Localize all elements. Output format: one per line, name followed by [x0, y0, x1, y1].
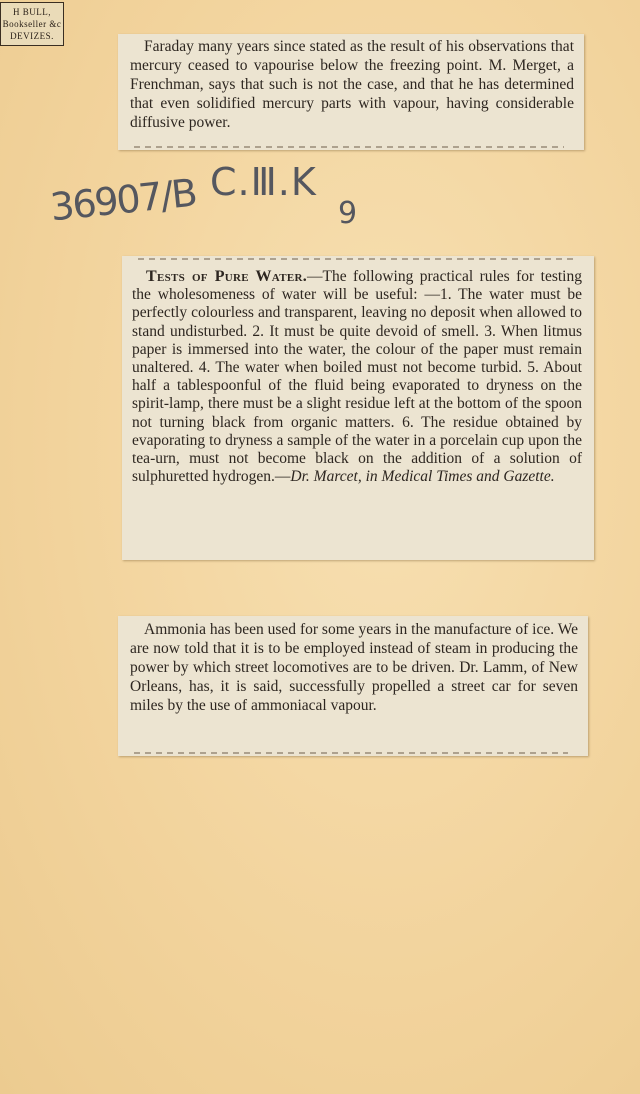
clipping-heading: Tests of Pure Water. — [146, 268, 308, 285]
clipping-mercury — [118, 34, 584, 150]
handwritten-item-number: 9 — [338, 196, 358, 231]
handwritten-number: 36907/B — [48, 170, 198, 230]
bookseller-trade: Bookseller &c — [2, 19, 62, 29]
clipping-pure-water-text: —The following practical rules for testing the wholesomeness of water will be useful: —1. The water must be perfectly colourless and transparent, leaving no deposit when allowed to stand undisturbed. 2. It must be quite devoid of smell. 3. When litmus paper is immersed into the water, the colour of the paper must remain unaltered. 4. The water when boiled must not become turbid. 5. About half a tablespoonful of the fluid being evaporated to dryness on the spirit-lamp, there must be a slight residue left at the bottom of the spoon not turning black from organic matters. 6. The residue obtained by evaporating to dryness a sample of the water in a porcelain cup upon the tea-urn, must not become black on the addition of a solution of sulphuretted hydrogen.— — [132, 268, 582, 486]
bookseller-town: DEVIZES. — [10, 31, 54, 41]
clipping-ammonia — [118, 616, 588, 756]
clipping-ammonia-text: Ammonia has been used for some years in the manufacture of ice. We are now told that it is to be employed instead of steam in producing the power by which street locomotives are to be driven. Dr. Lamm, of New Orleans, has, it is said, successfully propelled a street car for seven miles by the use of ammoniacal vapour. — [130, 621, 578, 715]
bookseller-name: H BULL, — [13, 7, 51, 17]
clipping-pure-water — [122, 256, 594, 560]
cut-edge — [138, 258, 574, 260]
cut-edge — [134, 752, 568, 754]
clipping-mercury-text: Faraday many years since stated as the result of his observations that mercury ceased to vapourise below the freezing point. M. Merget, a Frenchman, says that such is not the case, and that he has determined that even solidified mercury parts with vapour, having considerable diffusive power. — [130, 38, 574, 131]
handwritten-shelfmark: C.Ⅲ.K — [210, 160, 317, 204]
bookseller-label — [0, 2, 64, 46]
cut-edge — [134, 146, 564, 148]
clipping-source: Dr. Marcet, in Medical Times and Gazette. — [290, 468, 555, 486]
